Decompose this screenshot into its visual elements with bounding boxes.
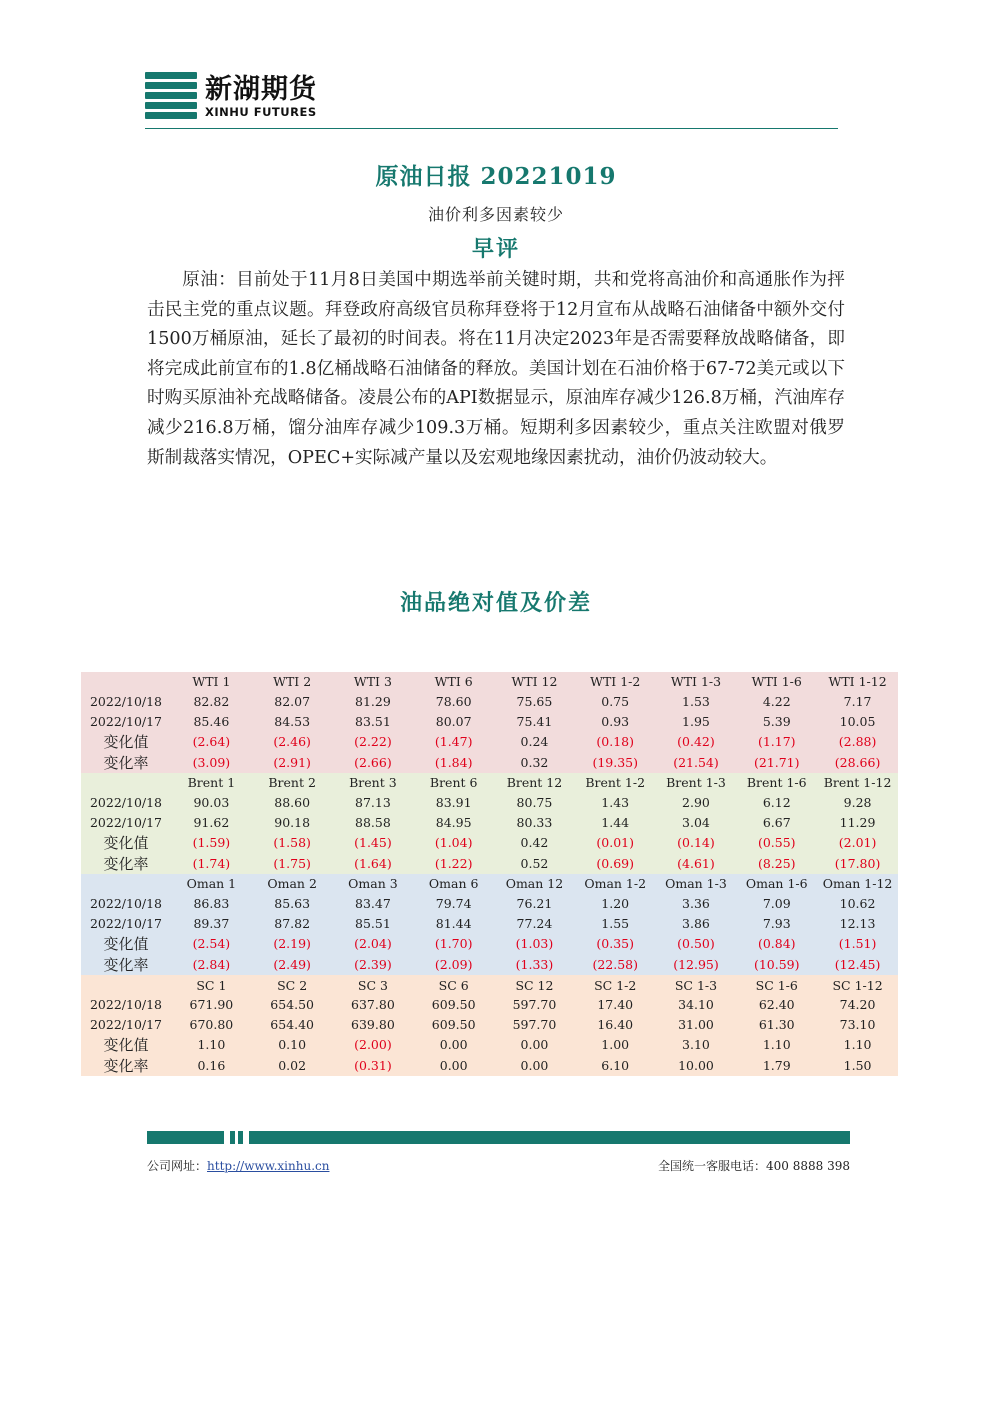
table-column-header: Brent 1-3 <box>656 773 737 793</box>
table-cell: 597.70 <box>494 1015 575 1035</box>
table-cell: 87.13 <box>333 793 414 813</box>
table-header-blank <box>81 975 171 995</box>
table-cell: 91.62 <box>171 812 252 832</box>
table-cell: 85.46 <box>171 711 252 731</box>
table-cell: (1.04) <box>413 832 494 853</box>
table-cell: 80.75 <box>494 793 575 813</box>
table-cell: 2.90 <box>656 793 737 813</box>
section-heading-morning-review: 早评 <box>471 236 520 262</box>
table-cell: 654.40 <box>252 1015 333 1035</box>
table-row <box>81 752 898 773</box>
table-cell: 0.10 <box>252 1034 333 1055</box>
table-cell: 7.17 <box>817 692 898 712</box>
table-column-header: Oman 2 <box>252 874 333 894</box>
table-row-label: 2022/10/18 <box>81 793 171 813</box>
table-column-header: WTI 1-3 <box>656 672 737 692</box>
table-column-header: Brent 1 <box>171 773 252 793</box>
table-cell: 9.28 <box>817 793 898 813</box>
table-row <box>81 731 898 752</box>
table-row-label: 变化率 <box>81 954 171 975</box>
table-column-header: Brent 2 <box>252 773 333 793</box>
table-cell: 0.42 <box>494 832 575 853</box>
table-cell: 3.10 <box>656 1034 737 1055</box>
table-cell: (3.09) <box>171 752 252 773</box>
table-cell: (2.64) <box>171 731 252 752</box>
table-column-header: SC 1-6 <box>736 975 817 995</box>
table-row <box>81 933 898 954</box>
table-cell: 609.50 <box>413 1015 494 1035</box>
table-row <box>81 812 898 832</box>
table-column-header: WTI 1-2 <box>575 672 656 692</box>
table-column-header: SC 3 <box>333 975 414 995</box>
table-cell: 654.50 <box>252 995 333 1015</box>
table-header-blank <box>81 773 171 793</box>
table-cell: 609.50 <box>413 995 494 1015</box>
table-cell: 73.10 <box>817 1015 898 1035</box>
table-cell: (1.74) <box>171 853 252 874</box>
table-cell: 83.91 <box>413 793 494 813</box>
logo-name-cn: 新湖期货 <box>205 74 317 105</box>
table-row <box>81 894 898 914</box>
table-cell: (4.61) <box>656 853 737 874</box>
table-column-header: Oman 1-3 <box>656 874 737 894</box>
table-row-label: 变化率 <box>81 1055 171 1076</box>
table-cell: (2.91) <box>252 752 333 773</box>
table-cell: 1.43 <box>575 793 656 813</box>
table-column-header: SC 1-2 <box>575 975 656 995</box>
table-row-label: 变化率 <box>81 752 171 773</box>
table-row-label: 2022/10/18 <box>81 692 171 712</box>
table-cell: (2.22) <box>333 731 414 752</box>
table-cell: (1.47) <box>413 731 494 752</box>
table-cell: 17.40 <box>575 995 656 1015</box>
table-cell: 16.40 <box>575 1015 656 1035</box>
table-column-header: WTI 3 <box>333 672 414 692</box>
table-cell: 90.03 <box>171 793 252 813</box>
table-cell: 79.74 <box>413 894 494 914</box>
table-cell: (2.04) <box>333 933 414 954</box>
footer-bar <box>230 1131 235 1144</box>
table-cell: (0.14) <box>656 832 737 853</box>
table-cell: 0.24 <box>494 731 575 752</box>
table-cell: (2.88) <box>817 731 898 752</box>
table-row-label: 变化值 <box>81 933 171 954</box>
table-column-header: SC 1-3 <box>656 975 737 995</box>
table-cell: 89.37 <box>171 914 252 934</box>
table-cell: 7.93 <box>736 914 817 934</box>
table-cell: (0.18) <box>575 731 656 752</box>
table-row <box>81 1034 898 1055</box>
table-cell: 74.20 <box>817 995 898 1015</box>
table-cell: (1.84) <box>413 752 494 773</box>
table-cell: 75.65 <box>494 692 575 712</box>
table-cell: (0.42) <box>656 731 737 752</box>
table-cell: 0.00 <box>494 1034 575 1055</box>
table-header-row-sc <box>81 975 898 995</box>
table-cell: (2.19) <box>252 933 333 954</box>
table-cell: 61.30 <box>736 1015 817 1035</box>
table-cell: (1.33) <box>494 954 575 975</box>
table-cell: 90.18 <box>252 812 333 832</box>
table-cell: 84.53 <box>252 711 333 731</box>
table-column-header: SC 1 <box>171 975 252 995</box>
table-cell: (2.09) <box>413 954 494 975</box>
table-cell: (12.95) <box>656 954 737 975</box>
table-column-header: WTI 12 <box>494 672 575 692</box>
table-column-header: Oman 1-2 <box>575 874 656 894</box>
table-cell: 81.29 <box>333 692 414 712</box>
report-title: 原油日报 20221019 <box>375 163 617 190</box>
table-cell: 5.39 <box>736 711 817 731</box>
table-cell: 639.80 <box>333 1015 414 1035</box>
table-cell: 1.55 <box>575 914 656 934</box>
footer-website-label: 公司网址： <box>147 1159 208 1173</box>
table-cell: 0.32 <box>494 752 575 773</box>
table-cell: 1.00 <box>575 1034 656 1055</box>
table-cell: 3.86 <box>656 914 737 934</box>
table-cell: 1.95 <box>656 711 737 731</box>
table-cell: 3.36 <box>656 894 737 914</box>
table-cell: (2.54) <box>171 933 252 954</box>
table-cell: (21.71) <box>736 752 817 773</box>
table-column-header: Brent 12 <box>494 773 575 793</box>
table-cell: (22.58) <box>575 954 656 975</box>
table-row-label: 2022/10/17 <box>81 914 171 934</box>
table-cell: (2.46) <box>252 731 333 752</box>
table-cell: (1.59) <box>171 832 252 853</box>
table-cell: (10.59) <box>736 954 817 975</box>
table-column-header: Oman 6 <box>413 874 494 894</box>
table-cell: 1.53 <box>656 692 737 712</box>
table-cell: 76.21 <box>494 894 575 914</box>
table-row-label: 变化值 <box>81 731 171 752</box>
table-row-label: 2022/10/18 <box>81 894 171 914</box>
table-cell: (2.49) <box>252 954 333 975</box>
table-cell: 12.13 <box>817 914 898 934</box>
footer-phone: 全国统一客服电话：400 8888 398 <box>658 1159 850 1173</box>
table-cell: (0.69) <box>575 853 656 874</box>
table-cell: (1.64) <box>333 853 414 874</box>
table-cell: 80.33 <box>494 812 575 832</box>
table-row-label: 变化值 <box>81 1034 171 1055</box>
morning-review-paragraph: 原油：目前处于11月8日美国中期选举前关键时期，共和党将高油价和高通胀作为抨击民主党的重点议题。拜登政府高级官员称拜登将于12月宣布从战略石油储备中额外交付1500万桶原油，延长了最初的时间表。将在11月决定2023年是否需要释放战略储备，即将完成此前宣布的1.8亿桶战略石油储备的释放。美国计划在石油价格于67-72美元或以下时购买原油补充战略储备。凌晨公布的API数据显示，原油库存减少126.8万桶，汽油库存减少216.8万桶，馏分油库存减少109.3万桶。短期利多因素较少，重点关注欧盟对俄罗斯制裁落实情况，OPEC+实际减产量以及宏观地缘因素扰动，油价仍波动较大。 <box>147 270 845 468</box>
section-heading-price-table: 油品绝对值及价差 <box>399 590 592 616</box>
table-column-header: Oman 1-6 <box>736 874 817 894</box>
table-column-header: SC 6 <box>413 975 494 995</box>
table-cell: 80.07 <box>413 711 494 731</box>
table-cell: (0.01) <box>575 832 656 853</box>
table-cell: 0.00 <box>413 1034 494 1055</box>
table-cell: 597.70 <box>494 995 575 1015</box>
table-column-header: WTI 1-12 <box>817 672 898 692</box>
table-row-label: 2022/10/17 <box>81 711 171 731</box>
table-cell: (28.66) <box>817 752 898 773</box>
table-cell: (1.45) <box>333 832 414 853</box>
table-cell: 10.05 <box>817 711 898 731</box>
table-cell: 88.58 <box>333 812 414 832</box>
table-row <box>81 1055 898 1076</box>
table-column-header: WTI 1 <box>171 672 252 692</box>
table-cell: 6.67 <box>736 812 817 832</box>
table-cell: 11.29 <box>817 812 898 832</box>
table-column-header: Oman 12 <box>494 874 575 894</box>
table-cell: 62.40 <box>736 995 817 1015</box>
table-column-header: WTI 6 <box>413 672 494 692</box>
table-cell: (2.66) <box>333 752 414 773</box>
table-cell: 77.24 <box>494 914 575 934</box>
table-cell: (19.35) <box>575 752 656 773</box>
table-cell: 7.09 <box>736 894 817 914</box>
table-row <box>81 914 898 934</box>
table-cell: 0.52 <box>494 853 575 874</box>
table-cell: 6.12 <box>736 793 817 813</box>
footer-website-link[interactable]: http://www.xinhu.cn <box>207 1159 330 1173</box>
table-column-header: Oman 1 <box>171 874 252 894</box>
table-cell: 78.60 <box>413 692 494 712</box>
table-column-header: Brent 6 <box>413 773 494 793</box>
table-header-row-oman <box>81 874 898 894</box>
table-cell: 81.44 <box>413 914 494 934</box>
footer-website <box>147 1157 329 1174</box>
table-cell: 86.83 <box>171 894 252 914</box>
table-cell: 82.07 <box>252 692 333 712</box>
table-column-header: Brent 1-6 <box>736 773 817 793</box>
table-cell: 1.10 <box>736 1034 817 1055</box>
footer-bar <box>249 1131 850 1144</box>
table-cell: (0.31) <box>333 1055 414 1076</box>
table-cell: (1.51) <box>817 933 898 954</box>
table-cell: 1.50 <box>817 1055 898 1076</box>
table-cell: 83.51 <box>333 711 414 731</box>
table-header-row-wti <box>81 672 898 692</box>
table-cell: 671.90 <box>171 995 252 1015</box>
table-row <box>81 793 898 813</box>
table-cell: (8.25) <box>736 853 817 874</box>
logo-name-en: XINHU FUTURES <box>205 105 317 119</box>
table-cell: (12.45) <box>817 954 898 975</box>
table-row <box>81 692 898 712</box>
table-row <box>81 995 898 1015</box>
table-cell: 0.02 <box>252 1055 333 1076</box>
table-cell: (1.75) <box>252 853 333 874</box>
table-cell: 34.10 <box>656 995 737 1015</box>
table-cell: 85.51 <box>333 914 414 934</box>
table-column-header: SC 1-12 <box>817 975 898 995</box>
table-cell: (0.50) <box>656 933 737 954</box>
table-cell: 637.80 <box>333 995 414 1015</box>
table-header-row-brent <box>81 773 898 793</box>
table-cell: (1.22) <box>413 853 494 874</box>
report-subtitle: 油价利多因素较少 <box>427 205 564 224</box>
table-cell: 83.47 <box>333 894 414 914</box>
table-cell: (1.58) <box>252 832 333 853</box>
table-cell: 1.10 <box>171 1034 252 1055</box>
table-cell: 84.95 <box>413 812 494 832</box>
oil-price-table <box>81 672 898 1076</box>
table-column-header: SC 2 <box>252 975 333 995</box>
table-column-header: Oman 3 <box>333 874 414 894</box>
table-cell: 88.60 <box>252 793 333 813</box>
table-cell: 87.82 <box>252 914 333 934</box>
table-cell: 0.93 <box>575 711 656 731</box>
table-cell: (21.54) <box>656 752 737 773</box>
table-cell: 1.10 <box>817 1034 898 1055</box>
table-cell: 75.41 <box>494 711 575 731</box>
table-cell: (2.84) <box>171 954 252 975</box>
table-row-label: 2022/10/17 <box>81 1015 171 1035</box>
table-cell: 0.00 <box>413 1055 494 1076</box>
table-cell: (2.39) <box>333 954 414 975</box>
table-cell: (2.01) <box>817 832 898 853</box>
table-cell: (0.55) <box>736 832 817 853</box>
header-divider <box>145 128 838 129</box>
footer-bar <box>238 1131 243 1144</box>
table-row <box>81 711 898 731</box>
table-row <box>81 832 898 853</box>
table-cell: 10.00 <box>656 1055 737 1076</box>
table-row <box>81 1015 898 1035</box>
table-cell: 0.75 <box>575 692 656 712</box>
table-cell: 85.63 <box>252 894 333 914</box>
table-cell: 31.00 <box>656 1015 737 1035</box>
company-logo <box>145 72 317 122</box>
table-cell: (2.00) <box>333 1034 414 1055</box>
table-cell: 670.80 <box>171 1015 252 1035</box>
table-cell: 1.44 <box>575 812 656 832</box>
table-column-header: WTI 1-6 <box>736 672 817 692</box>
table-cell: 3.04 <box>656 812 737 832</box>
table-column-header: WTI 2 <box>252 672 333 692</box>
table-header-blank <box>81 874 171 894</box>
table-cell: 6.10 <box>575 1055 656 1076</box>
table-row <box>81 853 898 874</box>
table-cell: 1.79 <box>736 1055 817 1076</box>
table-cell: (0.35) <box>575 933 656 954</box>
table-row-label: 变化率 <box>81 853 171 874</box>
table-cell: 0.00 <box>494 1055 575 1076</box>
table-row-label: 2022/10/17 <box>81 812 171 832</box>
table-cell: 0.16 <box>171 1055 252 1076</box>
table-row-label: 变化值 <box>81 832 171 853</box>
table-column-header: SC 12 <box>494 975 575 995</box>
table-cell: (1.03) <box>494 933 575 954</box>
table-column-header: Brent 3 <box>333 773 414 793</box>
footer-bar <box>147 1131 224 1144</box>
table-cell: (0.84) <box>736 933 817 954</box>
table-cell: 10.62 <box>817 894 898 914</box>
table-cell: (17.80) <box>817 853 898 874</box>
table-cell: 4.22 <box>736 692 817 712</box>
table-row-label: 2022/10/18 <box>81 995 171 1015</box>
logo-waves-icon <box>145 72 197 122</box>
table-column-header: Brent 1-12 <box>817 773 898 793</box>
table-row <box>81 954 898 975</box>
table-cell: (1.70) <box>413 933 494 954</box>
table-cell: (1.17) <box>736 731 817 752</box>
table-header-blank <box>81 672 171 692</box>
table-cell: 1.20 <box>575 894 656 914</box>
table-cell: 82.82 <box>171 692 252 712</box>
table-column-header: Oman 1-12 <box>817 874 898 894</box>
table-column-header: Brent 1-2 <box>575 773 656 793</box>
